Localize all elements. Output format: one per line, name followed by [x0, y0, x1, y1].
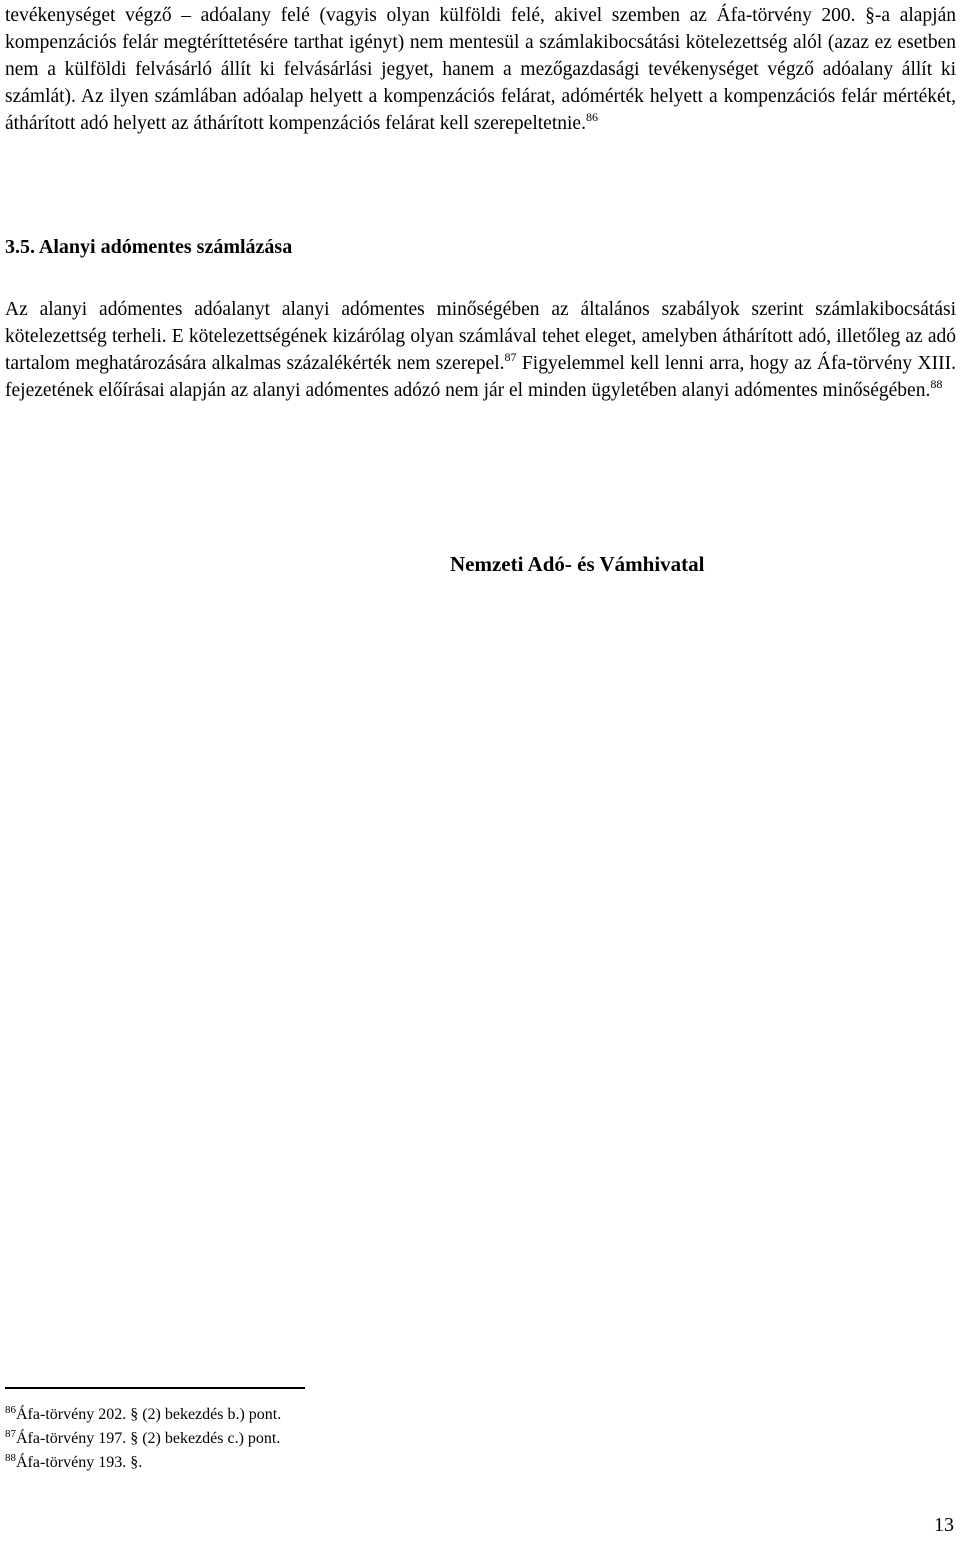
footnote-number: 88 — [5, 1452, 16, 1464]
footnote-text: Áfa-törvény 202. § (2) bekezdés b.) pont. — [16, 1406, 282, 1423]
paragraph-text: tevékenységet végző – adóalany felé (vagyis olyan külföldi felé, akivel szemben az Áfa-törvény 200. §-a alapján kompenzációs felár megtéríttetésére tarthat igényt) nem mentesül a számlakibocsátási kötelezettség alól (azaz ez esetben nem a külföldi felvásárló állít ki felvásárlási jegyet, hanem a mezőgazdasági tevékenységet végző adóalany állít ki számlát). Az ilyen számlában adóalap helyett a kompenzációs felárat, adómérték helyett a kompenzációs felár mértékét, áthárított adó helyett az áthárított kompenzációs felárat kell szerepeltetnie. — [5, 5, 956, 134]
paragraph-text-a: Az alanyi adómentes adóalanyt alanyi adómentes minőségében az általános szabályok szerint számlakibocsátási kötelezettség terheli. E kötelezettségének kizárólag olyan számlával tehet eleget, amelyben áthárított adó, illetőleg az adó tartalom meghatározására alkalmas százalékérték nem szerepel. — [5, 299, 956, 374]
footnote-divider — [5, 1387, 305, 1389]
section-heading: 3.5. Alanyi adómentes számlázása — [5, 236, 293, 258]
body-paragraph-1 — [5, 2, 956, 137]
footnote-88 — [5, 1452, 142, 1474]
footnote-87 — [5, 1428, 280, 1450]
footnote-number: 87 — [5, 1428, 16, 1440]
signature-authority: Nemzeti Adó- és Vámhivatal — [450, 552, 705, 576]
footnote-ref-88: 88 — [930, 377, 943, 391]
body-paragraph-2 — [5, 296, 956, 404]
footnote-number: 86 — [5, 1404, 16, 1416]
page-number: 13 — [934, 1514, 954, 1536]
footnote-ref-87: 87 — [504, 350, 517, 364]
footnote-text: Áfa-törvény 197. § (2) bekezdés c.) pont. — [16, 1430, 281, 1447]
paragraph-text-b: Figyelemmel kell lenni arra, hogy az Áfa-törvény XIII. fejezetének előírásai alapján az alanyi adómentes adózó nem jár el minden ügyletében alanyi adómentes minőségében. — [5, 353, 956, 401]
footnote-ref-86: 86 — [585, 110, 598, 124]
footnote-text: Áfa-törvény 193. §. — [16, 1454, 143, 1471]
footnote-86 — [5, 1404, 281, 1426]
